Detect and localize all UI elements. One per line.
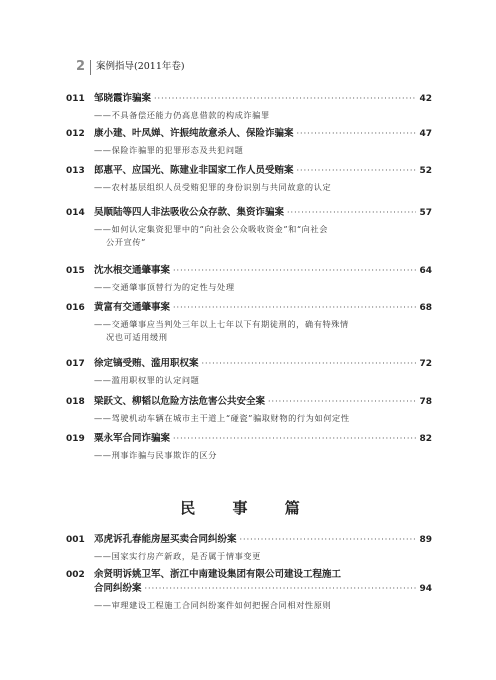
subtitle-line: ——交通肇事顶替行为的定性与处理 [94,282,235,292]
entry-number: 018 [66,397,85,407]
subtitle-line: ——国家实行房产新政，是否属于情事变更 [94,551,261,561]
entry-title-continued[interactable]: 合同纠纷案 [94,583,142,594]
toc-entry[interactable] [66,533,432,563]
toc-entry[interactable] [66,92,432,122]
entry-number: 019 [66,434,85,444]
entry-title[interactable]: 邹晓霞诈骗案 [94,93,152,104]
entry-number: 013 [66,166,85,176]
entry-title[interactable]: 吴顺陆等四人非法吸收公众存款、集资诈骗案 [94,207,285,218]
subtitle-line: ——滥用职权罪的认定问题 [94,375,200,385]
dot-leader [297,127,417,141]
page-reference[interactable]: 94 [419,584,432,594]
book-title: 案例指导(2011年卷) [96,61,185,72]
dot-leader [287,206,416,220]
subtitle-line: ——如何认定集资犯罪中的“向社会公众吸收资金”和“向社会 [94,224,329,234]
subtitle-line: ——审理建设工程施工合同纠纷案件如何把握合同相对性原则 [94,600,332,610]
page-reference[interactable]: 89 [419,535,432,545]
page-reference[interactable]: 78 [419,397,432,407]
subtitle-line: 况也可适用缓刑 [106,332,168,342]
entry-subtitle [94,550,432,563]
entry-subtitle [94,281,432,294]
dot-leader [173,432,416,446]
dot-leader [154,92,416,106]
entry-number: 017 [66,359,85,369]
page-number: 2 [76,59,86,74]
entry-number: 015 [66,266,85,276]
toc-entry[interactable] [66,264,432,294]
entry-number: 012 [66,129,85,139]
page-reference[interactable]: 57 [419,208,432,218]
header-divider [90,60,91,75]
dot-leader [173,301,416,315]
entry-subtitle [94,181,432,194]
entry-number: 014 [66,208,85,218]
entry-title[interactable]: 邓虎诉孔春能房屋买卖合同纠纷案 [94,534,237,545]
entry-subtitle [94,318,432,344]
entry-subtitle [94,599,432,612]
page-reference[interactable]: 68 [419,303,432,313]
entry-title[interactable]: 余贤明诉姚卫军、浙江中南建设集团有限公司建设工程施工 [94,569,342,580]
entry-number: 011 [66,94,85,104]
dot-leader [202,357,417,371]
section-title: 民 事 篇 [180,499,316,517]
entry-title[interactable]: 徐定镐受贿、滥用职权案 [94,358,199,369]
entry-title[interactable]: 郎惠平、应国光、陈建业非国家工作人员受贿案 [94,165,294,176]
entry-title[interactable]: 康小建、叶凤婵、许振纯故意杀人、保险诈骗案 [94,128,294,139]
entry-subtitle [94,412,432,425]
entry-title[interactable]: 黄富有交通肇事案 [94,302,171,313]
dot-leader [297,164,417,178]
toc-entry[interactable] [66,432,432,462]
page-reference[interactable]: 47 [419,129,432,139]
page-reference[interactable]: 64 [419,266,432,276]
toc-entry[interactable] [66,568,432,612]
entry-title[interactable]: 沈水根交通肇事案 [94,265,171,276]
toc-entry[interactable] [66,206,432,249]
toc-entry[interactable] [66,127,432,157]
subtitle-line: ——农村基层组织人员受贿犯罪的身份识别与共同故意的认定 [94,182,332,192]
entry-subtitle [94,144,432,157]
entry-title[interactable]: 粟永军合同诈骗案 [94,433,171,444]
subtitle-line: ——不具备偿还能力仍高息借款的构成诈骗罪 [94,110,270,120]
toc-entry[interactable] [66,301,432,344]
subtitle-line: ——驾驶机动车辆在城市主干道上“碰瓷”骗取财物的行为如何定性 [94,413,350,423]
toc-entry[interactable] [66,395,432,425]
entry-number: 002 [66,570,85,580]
entry-subtitle [94,374,432,387]
dot-leader [145,582,417,596]
page-reference[interactable]: 82 [419,434,432,444]
entry-number: 001 [66,535,85,545]
entry-number: 016 [66,303,85,313]
entry-subtitle [94,449,432,462]
dot-leader [173,264,416,278]
toc-entry[interactable] [66,164,432,194]
page-reference[interactable]: 42 [419,94,432,104]
toc-entry[interactable] [66,357,432,387]
dot-leader [268,395,416,409]
page-reference[interactable]: 52 [419,166,432,176]
entry-subtitle [94,109,432,122]
page-reference[interactable]: 72 [419,359,432,369]
entry-subtitle [94,223,432,249]
subtitle-line: ——刑事诈骗与民事欺诈的区分 [94,450,218,460]
entry-title[interactable]: 梁跃文、柳韬以危险方法危害公共安全案 [94,396,266,407]
dot-leader [240,533,417,547]
subtitle-line: ——交通肇事应当判处三年以上七年以下有期徒刑的，确有特殊情 [94,319,349,329]
subtitle-line: 公开宣传” [106,237,146,247]
subtitle-line: ——保险诈骗罪的犯罪形态及共犯问题 [94,145,244,155]
